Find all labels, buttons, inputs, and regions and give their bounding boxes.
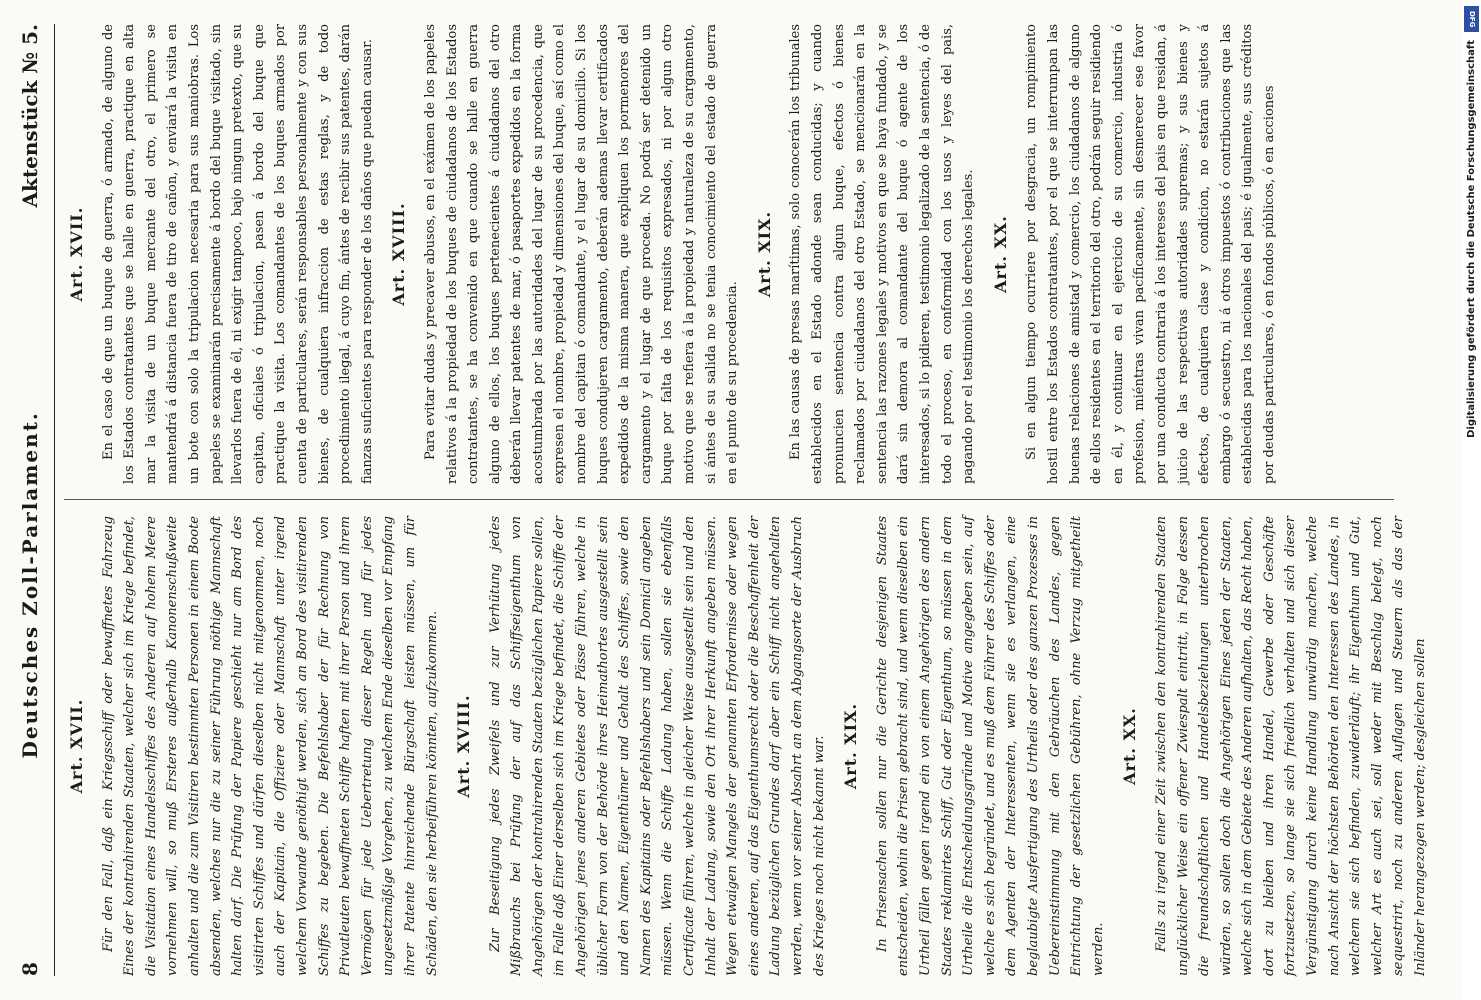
article-text: Para evitar dudas y precaver abusos, en el exámen de los papeles relativos á la propiedad de los buques de ciudadanos de los Estados contratantes, se ha convenido en que cuando se halle en guerra alguno de ellos, los buques pertenecientes á ciudadanos del otro deberán llevar patentes de mar, ó pasaportes expedidos en la forma acostumbrada por las autoridades del lugar de su procedencia, que expresen el nombre, propiedad y dimensiones del buque, así como el nombre del capitan ó comandante, y el lugar de su domicilio. Si los buques condujeren cargamento, deberán ademas llevar certificados expedidos de la misma manera, que expliquen los pormenores del cargamento y el lugar de que proceda. No podrá ser detenido un buque por falta de los requisitos expresados, ni por algun otro motivo que se refiera á la propiedad y naturaleza de su cargamento, si ántes de su salida no se tenia conocimiento del estado de guerra en el punto de su procedencia.	[422, 24, 741, 484]
article-heading: Art. XX.	[990, 215, 1010, 293]
article-heading: Art. XVIII.	[389, 202, 409, 306]
article-heading: Art. XVIII.	[454, 694, 474, 798]
spanish-column	[64, 24, 1394, 484]
column-divider	[64, 499, 1394, 500]
article-text: En el caso de que un buque de guerra, ó armado, de alguno de los Estados contratantes que se halle en guerra, practique en alta mar la visita de un buque mercante del otro, el primero se mantendrá á distancia fuera de tiro de cañon, y enviará la visita en un bote con solo la tripulacion necesaria para sus maniobras. Los papeles se examinarán precisamente á bordo del buque visitado, sin llevarlos fuera de él, ni exigir tampoco, bajo ningun pretexto, que su capitan, oficiales ó tripulacion, pasen á bordo del buque que practique la visita. Los comandantes de los buques armados por cuenta de particulares, serán responsables personalmente y con sus bienes, de cualquiera infraccion de estas reglas, y de todo procedimiento ilegal, á cuyo fin, ántes de recibir sus patentes, darán fianzas suficientes para responder de los daños que puedan causar.	[100, 24, 375, 484]
german-column	[64, 516, 1429, 976]
article-heading: Art. XX.	[1120, 707, 1140, 785]
journal-title: Deutsches Zoll-Parlament.	[18, 411, 42, 759]
dfg-logo: DFG	[1464, 6, 1479, 32]
article-text: Falls zu irgend einer Zeit zwischen den kontrahirenden Staaten unglücklicher Weise ein offener Zwiespalt eintritt, in Folge dessen die freundschaftlichen und Handelsbeziehungen unterbrochen würden, so sollen doch die Angehörigen Eines jeden der Staaten, welche sich in dem Gebiete des Anderen aufhalten, das Recht haben, dort zu bleiben und ihren Handel, Gewerbe oder Geschäfte fortzusetzen, so lange sie sich friedlich verhalten und sich dieser Vergünstigung durch keine Handlung unwürdig machen, welche nach Ansicht der höchsten Behörden den Interessen des Landes, in welchem sie sich befinden, zuwiderläuft; ihr Eigenthum und Gut, welcher Art es auch sei, soll weder mit Beschlag belegt, noch sequestrirt, noch zu anderen Auflagen und Steuern als das der Inländer herangezogen werden; desgleichen sollen	[1153, 516, 1429, 976]
section-label: Aktenstück № 5.	[18, 24, 42, 208]
article-text: Zur Beseitigung jedes Zweifels und zur Verhütung jedes Mißbrauchs bei Prüfung der auf das Schiffseigenthum von Angehörigen der kontrahirenden Staaten bezüglichen Papiere sollen, im Falle daß Einer derselben sich im Kriege befindet, die Schiffe der Angehörigen jenes anderen Gebietes oder Pässe führen, welche in üblicher Form von der Behörde ihres Heimathortes ausgestellt sein und den Namen, Eigenthümer und Gehalt des Schiffes, sowie den Namen des Kapitains oder Befehlshabers und sein Domicil angeben müssen. Wenn die Schiffe Ladung haben, sollen sie ebenfalls Certificate führen, welche in gleicher Weise ausgestellt sein und den Inhalt der Ladung, sowie den Ort ihrer Herkunft angeben müssen. Wegen etwaigen Mangels der genannten Erfordernisse oder wegen eines anderen, auf das Eigenthumsrecht oder die Beschaffenheit der Ladung bezüglichen Grundes darf aber ein Schiff nicht angehalten werden, wenn vor seiner Absahrt an dem Abgangsorte der Ausbruch des Krieges noch nicht bekannt war.	[487, 516, 827, 976]
running-head	[10, 24, 50, 976]
digitization-notice: Digitalisierung gefördert durch die Deutsche Forschungsgemeinschaft	[1466, 40, 1477, 438]
header-rule	[54, 24, 55, 976]
article-text: In Prisensachen sollen nur die Gerichte desjenigen Staates entscheiden, wohin die Prisen gebracht sind, und wenn dieselben ein Urtheil fällen gegen irgend ein von einem Angehörigen des andern Staates reklamirtes Schiff, Gut oder Eigenthum, so müssen in dem Urtheile die Entscheidungsgründe und Motive angegeben sein, auf welche es sich begründet, und es muß dem Führer des Schiffes oder dem Agenten der Interessenten, wenn sie es verlangen, eine beglaubigte Ausfertigung des Urtheils oder des ganzen Prozesses in Uebereinstimmung mit den Gebräuchen des Landes, gegen Entrichtung der gesetzlichen Gebühren, ohne Verzug mitgetheilt werden.	[874, 516, 1106, 976]
digitization-sidebar	[1462, 0, 1481, 1000]
article-heading: Art. XIX.	[841, 702, 861, 790]
article-heading: Art. XIX.	[754, 210, 774, 298]
article-heading: Art. XVII.	[67, 698, 86, 794]
page-number: 8	[18, 962, 42, 976]
article-heading: Art. XVII.	[67, 206, 86, 302]
article-text: En las causas de presas marítimas, solo conocerán los tribunales establecidos en el Estado adonde sean conducidas; y cuando pronuncien sentencia contra algun buque, efectos ó bienes reclamados por ciudadanos del otro Estado, se mencionarán en la sentencia las razones legales y motivos en que se haya fundado, y se dará sin demora al comandante del buque ó agente de los interesados, si lo pidieren, testimonio legalizado de la sentencia, ó de todo el proceso, en conformidad con los usos y leyes del pais, pagando por el testimonio los derechos legales.	[788, 24, 977, 484]
article-text: Für den Fall, daß ein Kriegsschiff oder bewaffnetes Fahrzeug Eines der kontrahirenden Staaten, welcher sich im Kriege befindet, die Visitation eines Handelsschiffes des Anderen auf hohem Meere vornehmen will, so muß Ersteres außerhalb Kanonenschußweite anhalten und die zum Visitiren bestimmten Personen in einem Boote absenden, welches nur die zu seiner Führung nöthige Mannschaft halten darf. Die Prüfung der Papiere geschieht nur am Bord des visitirten Schiffes und dürfen dieselben nicht mitgenommen, noch auch der Kapitain, die Offiziere oder Mannschaft unter irgend welchem Vorwande genöthigt werden, sich an Bord des visitirenden Schiffes zu begeben. Die Befehlshaber der für Rechnung von Privatleuten bewaffneten Schiffe haften mit ihrer Person und ihrem Vermögen für jede Uebertretung dieser Regeln und für jedes ungesetzmäßige Vorgehen, zu welchem Ende dieselben vor Empfang ihrer Patente hinreichende Bürgschaft leisten müssen, um für Schäden, den sie herbeiführen könnten, aufzukommen.	[100, 516, 440, 976]
article-text: Si en algun tiempo ocurriere por desgracia, un rompimiento hostil entre los Estados contratantes, por el que se interrumpan las buenas relaciones de amistad y comercio, los ciudadanos de alguno de ellos residentes en el territorio del otro, podrán seguir residiendo en él, y continuar en el ejercicio de su comercio, industria ó profesion, miéntras vivan pacíficamente, sin desmerecer ese favor por una conducta contraria á los intereses del pais en que residan, á juicio de las respectivas autoridades supremas; y sus bienes y efectos, de cualquiera clase y condicion, no estarán sujetos á embargo ó secuestro, ni á otros impuestos ó contribuciones que las establecidas para los nacionales del pais; é igualmente, sus créditos por deudas particulares, ó en fondos públicos, ó en acciones	[1024, 24, 1277, 484]
